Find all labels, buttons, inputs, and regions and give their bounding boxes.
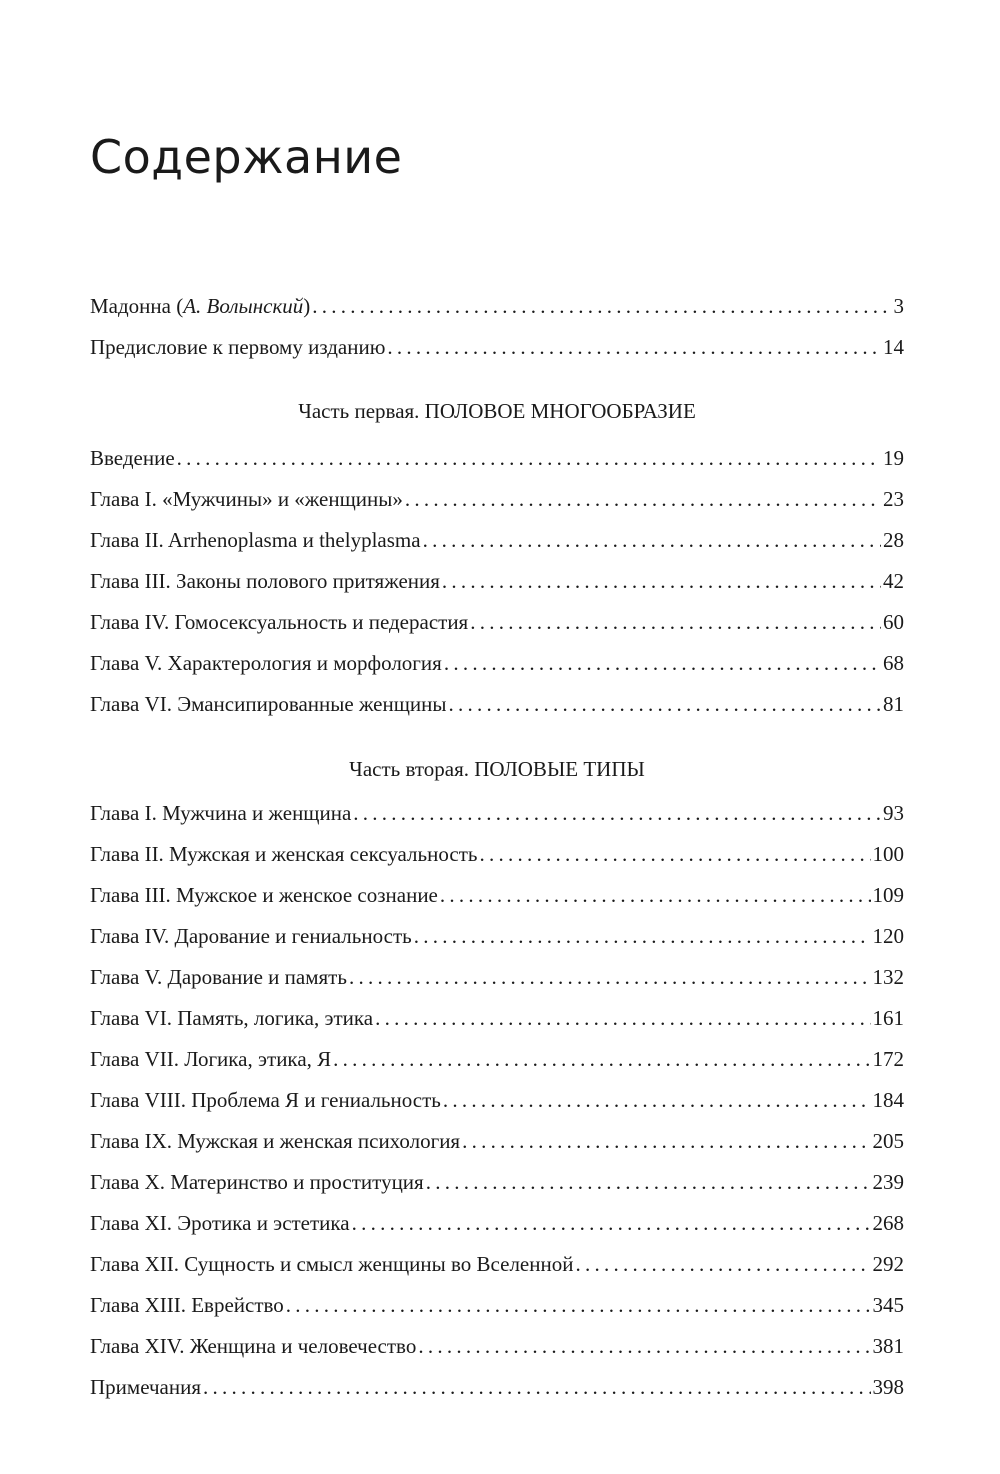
dot-leader	[414, 924, 871, 949]
toc-entry[interactable]	[90, 924, 904, 954]
toc-entry-page: 109	[872, 883, 904, 907]
toc-entry-title: Глава IV. Гомосексуальность и педерастия	[90, 610, 469, 634]
toc-entry[interactable]	[90, 446, 904, 476]
toc-entry-page: 381	[872, 1334, 904, 1358]
dot-leader	[349, 965, 871, 990]
dot-leader	[203, 1375, 870, 1400]
toc-entry-title: Мадонна (А. Волынский)	[90, 294, 311, 318]
toc-entry-page: 93	[883, 801, 904, 825]
toc-entry-notes[interactable]	[90, 1375, 904, 1405]
dot-leader	[470, 610, 881, 635]
dot-leader	[423, 528, 881, 553]
dot-leader	[353, 801, 881, 826]
toc-entry-page: 14	[883, 335, 904, 359]
toc-entry[interactable]	[90, 651, 904, 681]
toc-entry[interactable]	[90, 1006, 904, 1036]
dot-leader	[405, 487, 881, 512]
toc-entry[interactable]	[90, 883, 904, 913]
dot-leader	[575, 1252, 870, 1277]
toc-entry-page: 68	[883, 651, 904, 675]
toc-entry[interactable]	[90, 1129, 904, 1159]
toc-entry-title: Глава VI. Эмансипированные женщины	[90, 692, 447, 716]
dot-leader	[462, 1129, 870, 1154]
dot-leader	[375, 1006, 870, 1031]
toc-entry-page: 120	[872, 924, 904, 948]
toc-entry[interactable]	[90, 1252, 904, 1282]
toc-entry-page: 398	[872, 1375, 904, 1399]
toc-entry-page: 23	[883, 487, 904, 511]
dot-leader	[479, 842, 870, 867]
toc-entry-title: Глава VI. Память, логика, этика	[90, 1006, 374, 1030]
dot-leader	[449, 692, 882, 717]
toc-entry-title: Глава VIII. Проблема Я и гениальность	[90, 1088, 441, 1112]
toc-entry[interactable]	[90, 1211, 904, 1241]
dot-leader	[426, 1170, 871, 1195]
toc-entry-title: Глава IV. Дарование и гениальность	[90, 924, 412, 948]
dot-leader	[286, 1293, 871, 1318]
toc-entry[interactable]	[90, 1047, 904, 1077]
toc-entry-page: 100	[872, 842, 904, 866]
toc-entry-title: Глава V. Дарование и память	[90, 965, 347, 989]
toc-entry-title: Глава XIV. Женщина и человечество	[90, 1334, 417, 1358]
toc-entry-page: 19	[883, 446, 904, 470]
toc-entry-page: 81	[883, 692, 904, 716]
toc-entry-page: 205	[872, 1129, 904, 1153]
toc-entry-title: Глава VII. Логика, этика, Я	[90, 1047, 332, 1071]
toc-entry[interactable]	[90, 801, 904, 831]
toc-entry[interactable]	[90, 965, 904, 995]
toc-entry[interactable]	[90, 1170, 904, 1200]
part-two-heading: Часть вторая. ПОЛОВЫЕ ТИПЫ	[349, 757, 645, 781]
dot-leader	[444, 651, 881, 676]
toc-entry-title: Предисловие к первому изданию	[90, 335, 386, 359]
dot-leader	[312, 294, 891, 319]
toc-entry-title: Глава V. Характерология и морфология	[90, 651, 442, 675]
toc-entry-page: 161	[872, 1006, 904, 1030]
toc-entry[interactable]	[90, 692, 904, 722]
toc-entry-page: 239	[872, 1170, 904, 1194]
toc-entry-page: 60	[883, 610, 904, 634]
toc-entry-title: Глава XI. Эротика и эстетика	[90, 1211, 350, 1235]
toc-entry-page: 132	[872, 965, 904, 989]
dot-leader	[440, 883, 871, 908]
toc-entry[interactable]	[90, 528, 904, 558]
dot-leader	[333, 1047, 870, 1072]
toc-entry-page: 3	[893, 294, 904, 318]
dot-leader	[418, 1334, 870, 1359]
toc-entry-page: 42	[883, 569, 904, 593]
toc-entry-title: Глава X. Материнство и проституция	[90, 1170, 424, 1194]
toc-entry[interactable]	[90, 1088, 904, 1118]
dot-leader	[443, 1088, 871, 1113]
toc-entry-title: Глава III. Законы полового притяжения	[90, 569, 440, 593]
toc-entry-preface[interactable]	[90, 335, 904, 365]
toc-entry-title: Введение	[90, 446, 175, 470]
dot-leader	[387, 335, 881, 360]
dot-leader	[442, 569, 881, 594]
toc-entry[interactable]	[90, 487, 904, 517]
toc-entry[interactable]	[90, 569, 904, 599]
toc-entry-page: 292	[872, 1252, 904, 1276]
toc-entry[interactable]	[90, 842, 904, 872]
toc-entry-madonna[interactable]	[90, 294, 904, 324]
toc-entry[interactable]	[90, 1334, 904, 1364]
dot-leader	[352, 1211, 871, 1236]
toc-entry-title: Примечания	[90, 1375, 202, 1399]
toc-entry-title: Глава II. Мужская и женская сексуальность	[90, 842, 478, 866]
toc-entry-page: 268	[872, 1211, 904, 1235]
page-title: Содержание	[90, 130, 403, 184]
toc-entry-title: Глава I. Мужчина и женщина	[90, 801, 352, 825]
toc-entry-title: Глава I. «Мужчины» и «женщины»	[90, 487, 403, 511]
toc-entry-title: Глава IX. Мужская и женская психология	[90, 1129, 461, 1153]
toc-entry-page: 28	[883, 528, 904, 552]
dot-leader	[177, 446, 881, 471]
toc-entry-title: Глава II. Arrhenoplasma и thelyplasma	[90, 528, 421, 552]
toc-entry-title: Глава XII. Сущность и смысл женщины во Вселенной	[90, 1252, 574, 1276]
toc-entry[interactable]	[90, 610, 904, 640]
part-one-heading: Часть первая. ПОЛОВОЕ МНОГООБРАЗИЕ	[298, 399, 696, 423]
toc-entry-title: Глава XIII. Еврейство	[90, 1293, 284, 1317]
toc-entry-page: 172	[872, 1047, 904, 1071]
toc-entry-page: 184	[872, 1088, 904, 1112]
toc-entry-page: 345	[872, 1293, 904, 1317]
toc-entry-title: Глава III. Мужское и женское сознание	[90, 883, 438, 907]
toc-entry[interactable]	[90, 1293, 904, 1323]
